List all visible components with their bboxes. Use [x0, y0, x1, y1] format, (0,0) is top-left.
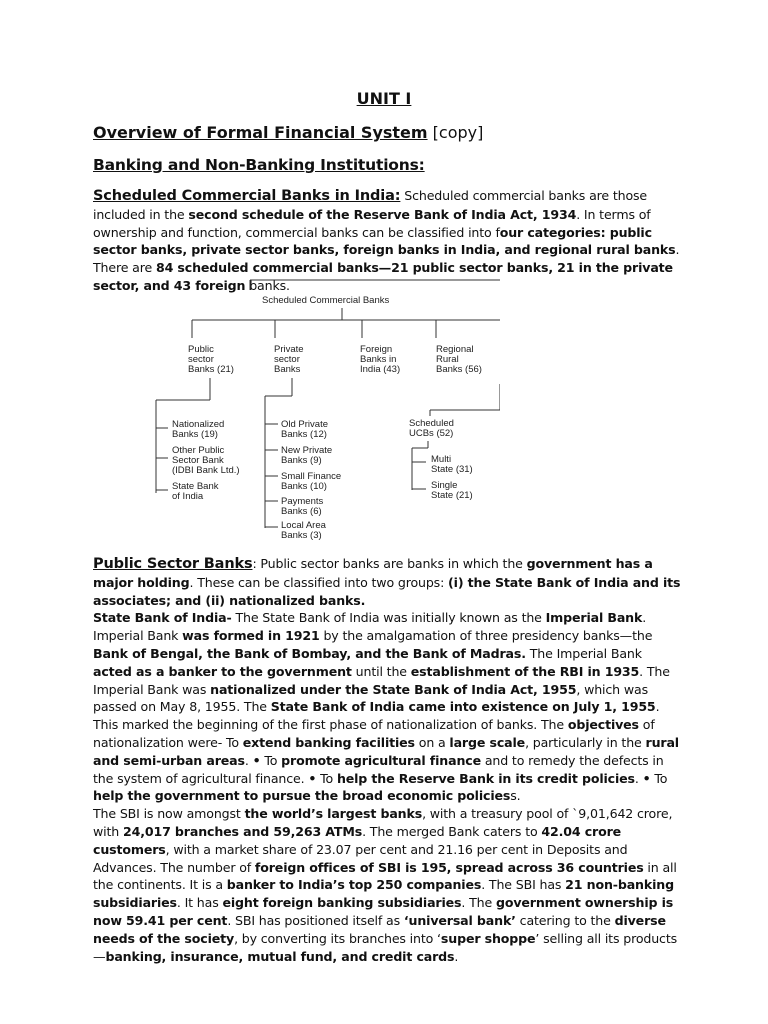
text-run-bold: objectives [567, 717, 639, 733]
diagram-foreign-line2: Banks in [360, 354, 397, 365]
text-run: . These can be classified into two groups: [189, 574, 449, 590]
diagram-payments-line2: Banks (6) [281, 506, 322, 517]
text-run: , by converting its branches into ‘ [234, 930, 441, 946]
text-run: , with a market share of 23.07 per cent and 21.16 per cent in Deposits and Advances. The number of [93, 841, 628, 875]
text-run-bold: second schedule of the Reserve Bank of India Act, 1934 [188, 206, 577, 222]
text-run-bold: banker to India’s top 250 companies [226, 877, 482, 893]
diagram-multi-line1: Multi [431, 454, 452, 465]
text-run: . There are [93, 242, 680, 276]
text-run: , with a treasury pool of `9,01,642 crore, with [93, 806, 673, 839]
text-run-bold: extend banking facilities [242, 734, 415, 750]
text-run-bold: super shoppe [440, 930, 536, 946]
text-run: until the [351, 663, 411, 679]
text-run: The SBI is now amongst [93, 806, 245, 822]
text-run: and to remedy the defects in the system of agricultural finance. [93, 752, 664, 786]
text-run: The State Bank of India was initially known as the [231, 610, 546, 626]
text-run: . SBI has positioned itself as [227, 912, 404, 928]
diagram-payments-line1: Payments [281, 496, 324, 507]
diagram-nationalized-line1: Nationalized [172, 419, 225, 430]
text-run: . [634, 770, 643, 786]
text-run: . [454, 948, 459, 964]
banking-heading: Banking and Non-Banking Institutions: [93, 156, 425, 174]
text-run: To [650, 770, 668, 786]
diagram-new-private-line2: Banks (9) [281, 455, 322, 466]
diagram-small-finance-line1: Small Finance [281, 471, 342, 482]
diagram-private-line1: Private [274, 344, 304, 355]
diagram-private-line3: Banks [274, 364, 301, 375]
diagram-single-line2: State (21) [431, 490, 473, 501]
diagram-public-line3: Banks (21) [188, 364, 234, 375]
overview-heading-text: Overview of Formal Financial System [93, 123, 428, 142]
text-run-bold: acted as a banker to the government [93, 663, 352, 679]
text-run-bold: large scale [449, 734, 526, 750]
text-run: , particularly in the [525, 734, 646, 750]
diagram-single-line1: Single [431, 480, 458, 491]
text-run-bold: help the Reserve Bank in its credit policies [336, 770, 635, 786]
diagram-ucbs-line1: Scheduled [409, 418, 454, 429]
diagram-local-area-line1: Local Area [281, 520, 326, 531]
text-run: . This marked the beginning of the first phase of nationalization of banks. The [93, 699, 660, 733]
diagram-root-label: Scheduled Commercial Banks [262, 295, 390, 306]
text-run: To [260, 752, 282, 768]
text-run-bold: 24,017 branches and 59,263 ATMs [122, 823, 363, 839]
text-run: by the amalgamation of three presidency banks—the [319, 628, 653, 644]
text-run: . The SBI has [481, 877, 566, 893]
text-run-bold: eight foreign banking subsidiaries [222, 895, 462, 911]
public-sector-lead: Public Sector Banks [93, 556, 253, 572]
text-run: ’ selling all its products— [93, 930, 678, 964]
text-run: . The merged Bank caters to [362, 823, 542, 839]
text-run-bold: government has a major holding [93, 556, 653, 590]
text-run-bold: 21 non-banking subsidiaries [93, 877, 674, 911]
text-run: . It has [176, 895, 223, 911]
diagram-small-finance-line2: Banks (10) [281, 481, 327, 492]
diagram-regional-line3: Banks (56) [436, 364, 482, 375]
text-run-bold: nationalized under the State Bank of India Act, 1955 [210, 681, 577, 697]
text-run-bold: our categories: public sector banks, private sector banks, foreign banks in India, and regional rural banks [93, 224, 676, 258]
text-run-bold: help the government to pursue the broad economic policies [93, 788, 511, 804]
diagram-other-public-line3: (IDBI Bank Ltd.) [172, 465, 240, 476]
text-run-bold: State Bank of India- [93, 610, 232, 626]
text-run-bold: promote agricultural finance [281, 752, 481, 768]
text-run: To [316, 770, 337, 786]
unit-title: UNIT I [356, 89, 412, 108]
text-run: . Imperial Bank [93, 610, 647, 644]
diagram-other-public-line2: Sector Bank [172, 455, 224, 466]
text-run-bold: Bank of Bengal, the Bank of Bombay, and the Bank of Madras. [93, 645, 526, 661]
text-run: , which was passed on May 8, 1955. The [93, 681, 648, 715]
text-run: catering to the [515, 912, 615, 928]
diagram-public-line1: Public [188, 344, 214, 355]
diagram-private-line2: sector [274, 354, 300, 365]
text-run-bold: • [642, 770, 651, 786]
text-run-bold: was formed in 1921 [182, 628, 320, 644]
text-run: The Imperial Bank [525, 645, 642, 661]
text-run-bold: 84 scheduled commercial banks—21 public sector banks, 21 in the private sector, and 43 foreign [93, 260, 673, 293]
text-run-bold: • [308, 770, 317, 786]
overview-heading [93, 123, 483, 142]
public-sector-paragraph [93, 555, 683, 965]
text-run: s. [510, 788, 521, 804]
diagram-ucbs-line2: UCBs (52) [409, 428, 454, 439]
diagram-regional-line2: Rural [436, 354, 459, 365]
text-run-bold: the world’s largest banks [244, 806, 423, 822]
diagram-nationalized-line2: Banks (19) [172, 429, 218, 440]
diagram-old-private-line2: Banks (12) [281, 429, 327, 440]
overview-heading-suffix: [copy] [432, 123, 484, 142]
text-run: on a [414, 734, 450, 750]
text-run-bold: foreign offices of SBI is 195, spread across 36 countries [254, 859, 644, 875]
text-run-bold: diverse needs of the society [93, 912, 666, 946]
text-run: Scheduled commercial banks are those included in the [93, 188, 648, 222]
diagram-local-area-line2: Banks (3) [281, 530, 322, 541]
diagram-sbi-line1: State Bank [172, 481, 219, 492]
text-run-bold: (i) the State Bank of India and its associates; and (ii) nationalized banks. [93, 574, 681, 608]
text-run-bold: rural and semi-urban areas [93, 734, 679, 768]
diagram-regional-line1: Regional [436, 344, 474, 355]
text-run-bold: State Bank of India came into existence on July 1, 1955 [270, 699, 656, 715]
diagram-sbi-line2: of India [172, 491, 204, 502]
text-run: . In terms of ownership and function, commercial banks can be classified into f [93, 206, 651, 240]
text-run: . [244, 752, 253, 768]
text-run-bold: Imperial Bank [545, 610, 643, 626]
diagram-foreign-line3: India (43) [360, 364, 401, 375]
text-run: of nationalization were- To [93, 717, 655, 750]
text-run-bold: 42.04 crore customers [93, 823, 622, 857]
text-run-bold: • [252, 752, 261, 768]
text-run: . The [461, 895, 496, 911]
diagram-public-line2: sector [188, 354, 214, 365]
scheduled-banks-lead: Scheduled Commercial Banks in India: [93, 188, 401, 204]
text-run: : Public sector banks are banks in which the [252, 556, 527, 571]
text-run: in all the continents. It is a [93, 859, 677, 893]
text-run: . The Imperial Bank was [93, 663, 670, 697]
text-run: banks. [245, 277, 290, 293]
diagram-new-private-line1: New Private [281, 445, 333, 456]
text-run-bold: government ownership is now 59.41 per cent [93, 895, 674, 928]
diagram-other-public-line1: Other Public [172, 445, 225, 456]
diagram-old-private-line1: Old Private [281, 419, 328, 430]
text-run-bold: establishment of the RBI in 1935 [410, 663, 640, 679]
public-sector-body [93, 556, 680, 964]
text-run-bold: banking, insurance, mutual fund, and credit cards [105, 948, 455, 964]
diagram-foreign-line1: Foreign [360, 344, 393, 355]
bank-classification-diagram [150, 278, 500, 543]
text-run-bold: ‘universal bank’ [403, 912, 516, 928]
diagram-multi-line2: State (31) [431, 464, 473, 475]
